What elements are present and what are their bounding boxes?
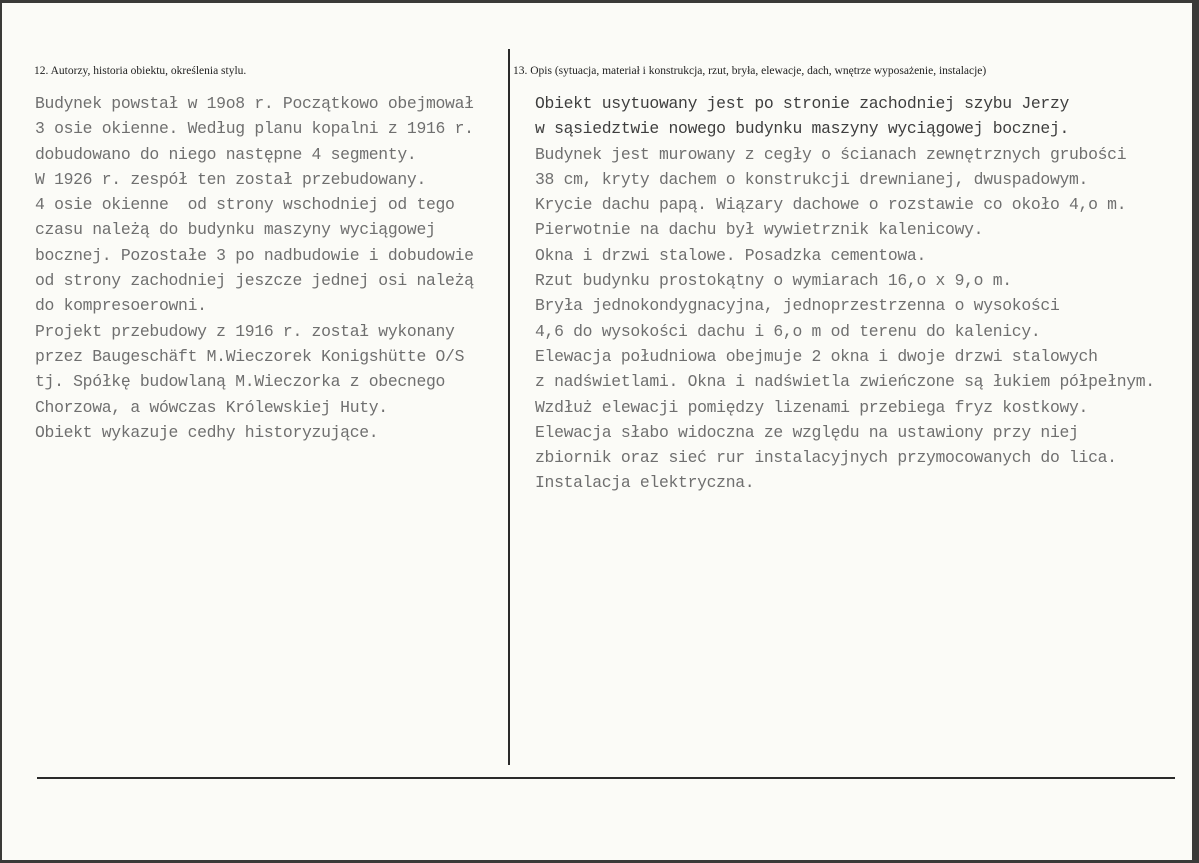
text-line: z nadświetlami. Okna i nadświetla zwieńczone są łukiem półpełnym.	[535, 372, 1155, 392]
section-12-text	[35, 91, 474, 445]
text-line: Wzdłuż elewacji pomiędzy lizenami przebiega fryz kostkowy.	[535, 397, 1089, 417]
bottom-rule	[37, 777, 1175, 779]
text-line: Budynek powstał w 19o8 r. Początkowo obejmował	[35, 94, 474, 113]
text-line: Budynek jest murowany z cegły o ścianach zewnętrznych grubości	[535, 144, 1127, 164]
text-line: Projekt przebudowy z 1916 r. został wykonany	[35, 321, 455, 341]
text-line: Krycie dachu papą. Wiązary dachowe o rozstawie co około 4,o m.	[535, 195, 1127, 215]
text-line: tj. Spółkę budowlaną M.Wieczorka z obecnego	[35, 372, 446, 392]
text-line: Okna i drzwi stalowe. Posadzka cementowa.	[535, 245, 926, 265]
text-line: przez Baugeschäft M.Wieczorek Konigshütte O/S	[35, 346, 465, 366]
text-line: Rzut budynku prostokątny o wymiarach 16,o x 9,o m.	[535, 271, 1012, 291]
text-line: do kompresoerowni.	[35, 296, 207, 316]
text-line: 4 osie okienne od strony wschodniej od tego	[35, 195, 455, 215]
document-page	[2, 3, 1192, 860]
text-line: W 1926 r. zespół ten został przebudowany.	[35, 169, 426, 189]
text-line: od strony zachodniej jeszcze jednej osi należą	[35, 271, 474, 291]
text-line: Chorzowa, a wówczas Królewskiej Huty.	[35, 397, 388, 417]
text-line: 3 osie okienne. Według planu kopalni z 1916 r.	[35, 119, 474, 139]
column-divider	[508, 49, 510, 765]
text-line: Pierwotnie na dachu był wywietrznik kalenicowy.	[535, 220, 984, 240]
section-13-text	[535, 91, 1155, 496]
section-12-label: 12. Autorzy, historia obiektu, określenia stylu.	[34, 65, 247, 77]
text-line: 4,6 do wysokości dachu i 6,o m od terenu do kalenicy.	[535, 321, 1041, 341]
text-line: dobudowano do niego następne 4 segmenty.	[35, 144, 417, 164]
text-line: w sąsiedztwie nowego budynku maszyny wyciągowej bocznej.	[535, 119, 1070, 139]
text-line: Bryła jednokondygnacyjna, jednoprzestrzenna o wysokości	[535, 296, 1060, 316]
text-line: Obiekt usytuowany jest po stronie zachodniej szybu Jerzy	[535, 94, 1070, 113]
section-13-label: 13. Opis (sytuacja, materiał i konstrukcja, rzut, bryła, elewacje, dach, wnętrze wyposażenie, instalacje)	[513, 65, 987, 77]
text-line: Instalacja elektryczna.	[535, 473, 755, 493]
text-line: zbiornik oraz sieć rur instalacyjnych przymocowanych do lica.	[535, 448, 1117, 468]
text-line: bocznej. Pozostałe 3 po nadbudowie i dobudowie	[35, 245, 474, 265]
text-line: 38 cm, kryty dachem o konstrukcji drewnianej, dwuspadowym.	[535, 169, 1089, 189]
text-line: Elewacja słabo widoczna ze względu na ustawiony przy niej	[535, 422, 1079, 442]
text-line: czasu należą do budynku maszyny wyciągowej	[35, 220, 436, 240]
text-line: Obiekt wykazuje cedhy historyzujące.	[35, 422, 379, 442]
text-line: Elewacja południowa obejmuje 2 okna i dwoje drzwi stalowych	[535, 346, 1098, 366]
